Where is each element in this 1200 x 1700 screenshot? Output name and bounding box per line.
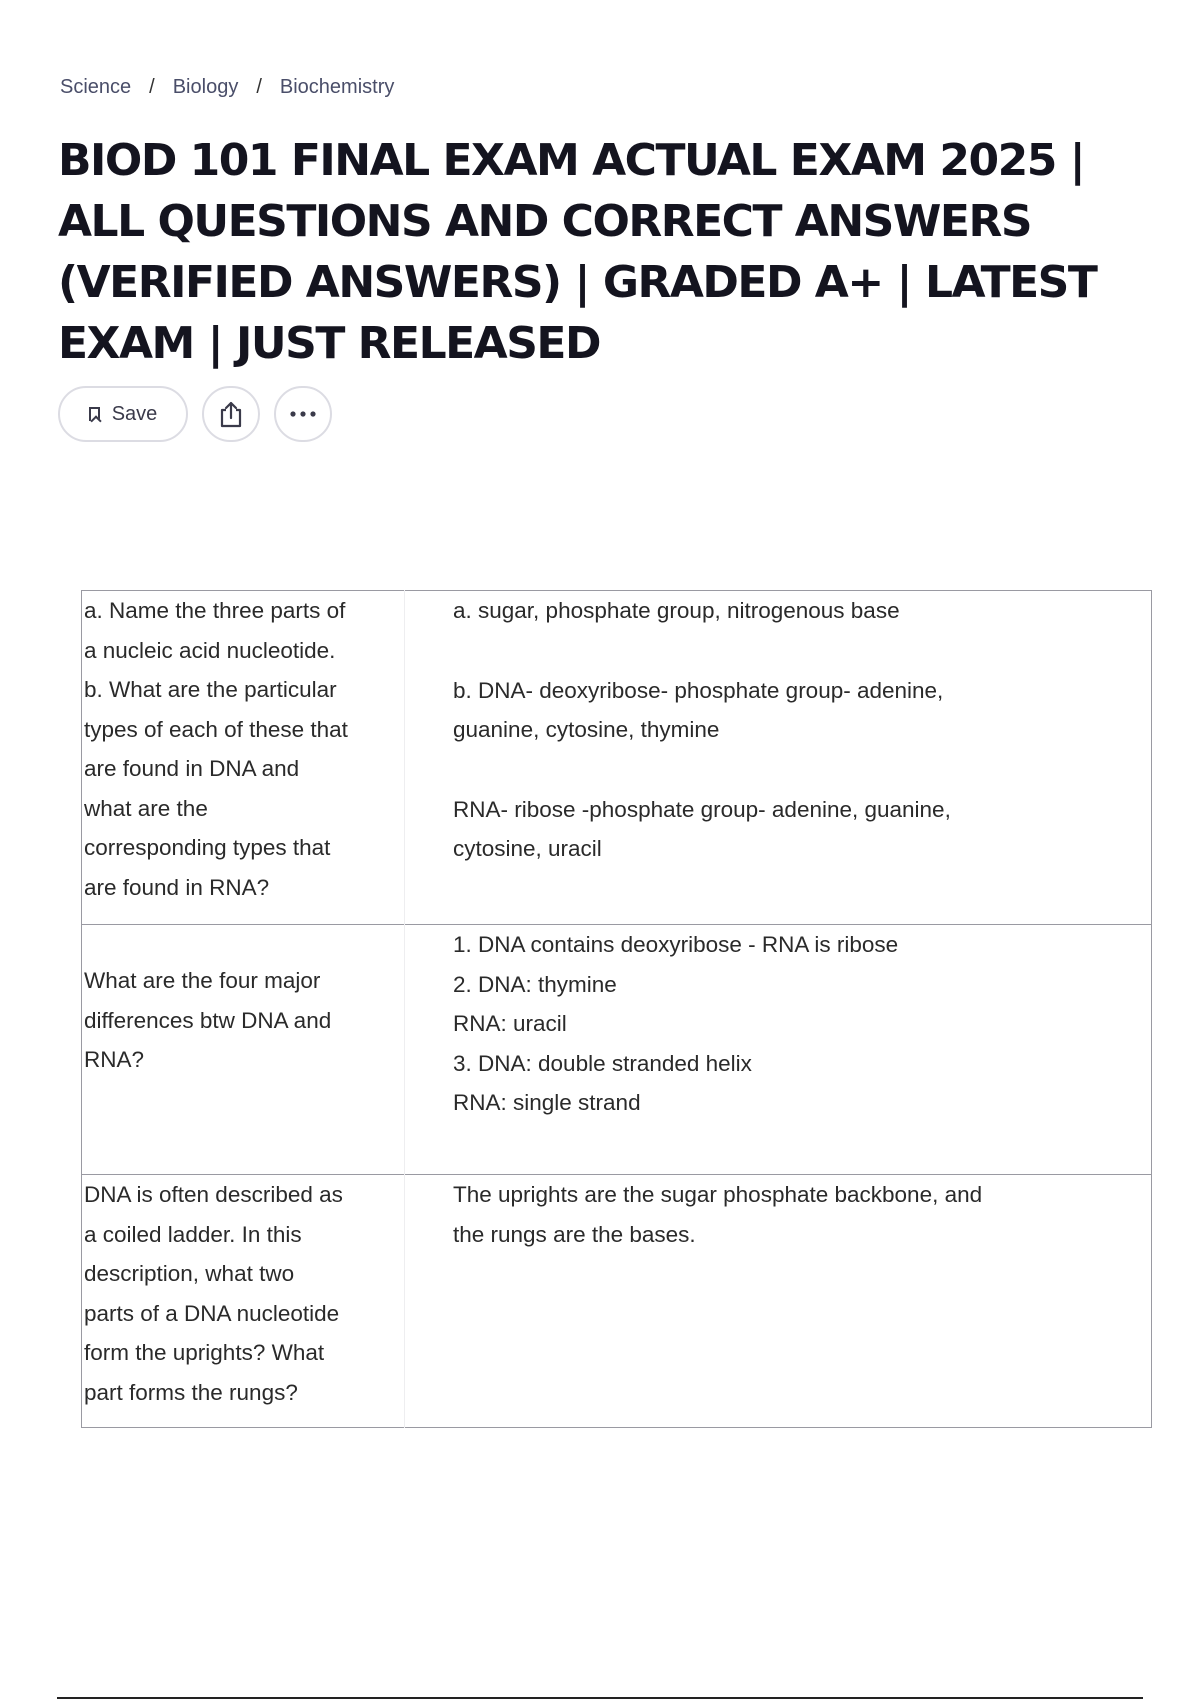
answer-text: b. DNA- deoxyribose- phosphate group- adenine, guanine, cytosine, thymine	[453, 677, 944, 742]
breadcrumb-link-biology[interactable]: Biology	[172, 76, 239, 98]
answer-text: 1. DNA contains deoxyribose - RNA is ribose 2. DNA: thymine RNA: uracil 3. DNA: double stranded helix RNA: single strand	[453, 932, 899, 1115]
table-row	[82, 591, 1152, 925]
divider	[57, 1697, 1143, 1699]
table-row	[82, 1175, 1152, 1428]
answer-text: a. sugar, phosphate group, nitrogenous base	[453, 598, 900, 623]
question-cell	[82, 1175, 405, 1428]
answer-text: RNA- ribose -phosphate group- adenine, guanine, cytosine, uracil	[453, 796, 951, 861]
question-text: DNA is often described as a coiled ladder. In this description, what two parts of a DNA nucleotide form the uprights? What part forms the rungs?	[84, 1182, 343, 1405]
question-cell	[82, 591, 405, 925]
more-options-button[interactable]	[274, 386, 332, 442]
breadcrumb-separator: /	[256, 76, 262, 98]
breadcrumb-separator: /	[149, 76, 155, 98]
more-icon	[289, 410, 317, 418]
page-title: BIOD 101 FINAL EXAM ACTUAL EXAM 2025 | ALL QUESTIONS AND CORRECT ANSWERS (VERIFIED ANSWERS) | GRADED A+ | LATEST EXAM | JUST RELEASED	[58, 135, 1097, 369]
share-icon	[218, 400, 244, 428]
breadcrumb	[60, 76, 394, 99]
question-text: What are the four major differences btw DNA and RNA?	[84, 968, 332, 1072]
bookmark-icon	[89, 407, 100, 421]
save-button-label: Save	[111, 402, 158, 425]
question-text: a. Name the three parts of a nucleic acid nucleotide. b. What are the particular types of each of these that are found in DNA and what are the corresponding types that are found in RNA?	[84, 598, 348, 900]
breadcrumb-link-biochemistry[interactable]: Biochemistry	[279, 76, 395, 98]
table-row	[82, 925, 1152, 1175]
breadcrumb-link-science[interactable]: Science	[60, 76, 132, 98]
save-button[interactable]	[58, 386, 188, 442]
answer-cell	[405, 1175, 1152, 1428]
question-cell	[82, 925, 405, 1175]
document-actions	[58, 386, 332, 442]
answer-cell	[405, 591, 1152, 925]
answer-cell	[405, 925, 1152, 1175]
qa-table	[81, 590, 1152, 1428]
answer-text: The uprights are the sugar phosphate backbone, and the rungs are the bases.	[453, 1182, 983, 1247]
share-button[interactable]	[202, 386, 260, 442]
